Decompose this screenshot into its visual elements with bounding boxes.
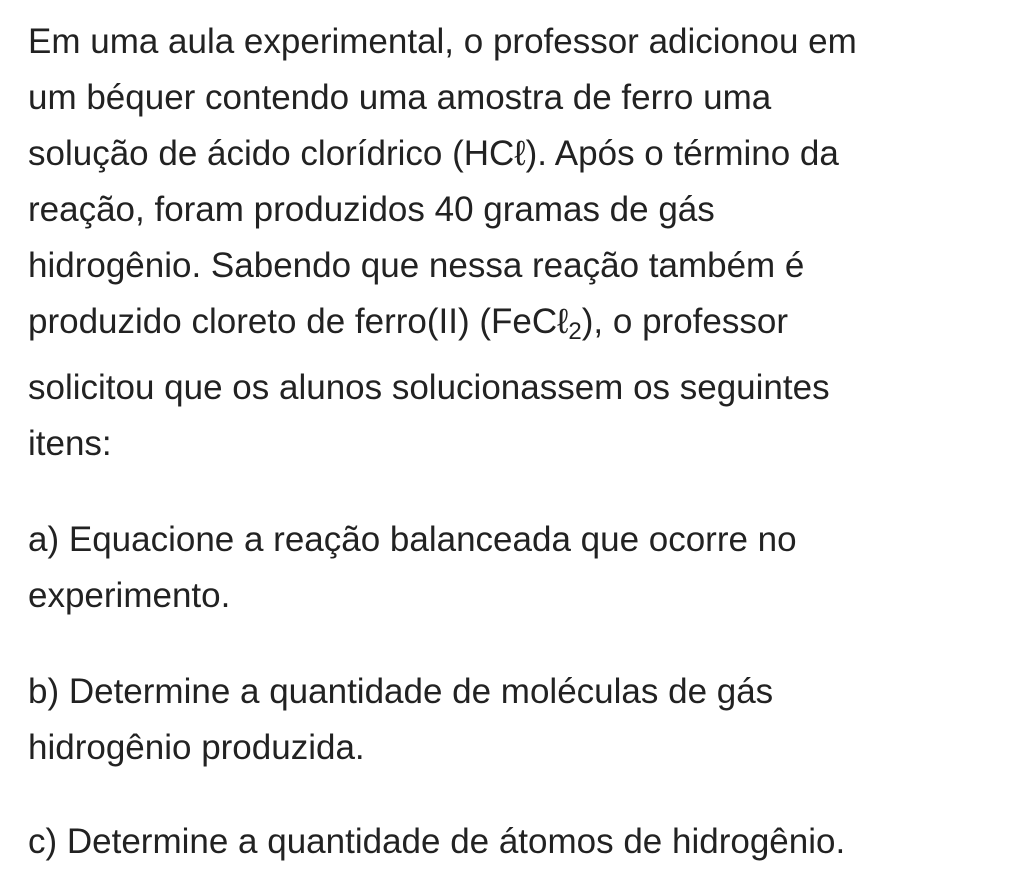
item-a-line: a) Equacione a reação balanceada que ocorre no <box>28 520 797 559</box>
intro-paragraph <box>28 14 1018 472</box>
intro-text: produzido cloreto de ferro(II) (FeCℓ <box>28 302 569 341</box>
intro-line: Em uma aula experimental, o professor adicionou em <box>28 22 857 61</box>
spacer <box>28 472 1018 512</box>
item-b-line: hidrogênio produzida. <box>28 728 365 767</box>
item-a-line: experimento. <box>28 576 231 615</box>
intro-text: ), o professor <box>581 302 788 341</box>
intro-line: itens: <box>28 424 112 463</box>
item-a <box>28 512 1018 624</box>
item-c-line: c) Determine a quantidade de átomos de hidrogênio. <box>28 822 846 861</box>
intro-line: solicitou que os alunos solucionassem os seguintes <box>28 368 830 407</box>
item-c <box>28 814 1018 870</box>
formula-subscript: 2 <box>568 318 582 345</box>
intro-line-formula <box>28 294 1018 350</box>
spacer <box>28 624 1018 664</box>
intro-line: reação, foram produzidos 40 gramas de gás <box>28 190 715 229</box>
intro-line: solução de ácido clorídrico (HCℓ). Após o término da <box>28 134 839 173</box>
item-b <box>28 664 1018 776</box>
item-b-line: b) Determine a quantidade de moléculas de gás <box>28 672 774 711</box>
intro-line: hidrogênio. Sabendo que nessa reação também é <box>28 246 805 285</box>
intro-line: um béquer contendo uma amostra de ferro uma <box>28 78 772 117</box>
question-document <box>28 14 1018 870</box>
spacer <box>28 776 1018 814</box>
